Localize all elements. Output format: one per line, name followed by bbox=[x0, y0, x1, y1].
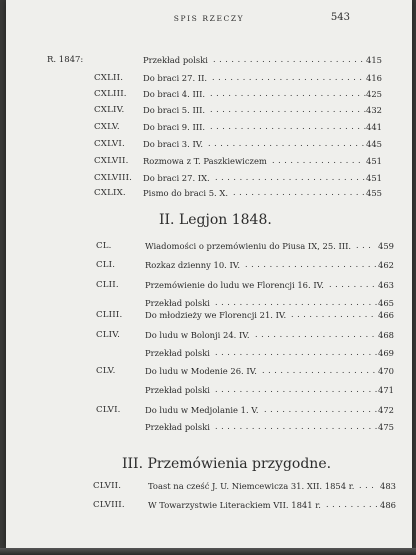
entry-page-number: 451 bbox=[366, 156, 382, 166]
toc-entry bbox=[6, 280, 412, 296]
entry-numeral: CLV. bbox=[96, 366, 116, 376]
dot-leader: ................... bbox=[264, 405, 381, 414]
dot-leader: ......................... bbox=[215, 173, 369, 182]
entry-numeral: CLVII. bbox=[93, 481, 122, 491]
entry-title: Do ludu w Medjolanie 1. V. bbox=[145, 405, 259, 415]
book-page bbox=[6, 0, 412, 548]
toc-entry bbox=[6, 366, 412, 382]
entry-title: Wiadomości o przemówieniu do Piusa IX, 25. III. bbox=[145, 241, 352, 251]
entry-page-number: 463 bbox=[378, 280, 394, 290]
toc-entry bbox=[6, 55, 412, 71]
entry-page-number: 465 bbox=[378, 298, 394, 308]
entry-numeral: CLVI. bbox=[96, 405, 121, 415]
dot-leader: ................... bbox=[262, 366, 379, 375]
entry-numeral: CXLVII. bbox=[94, 156, 129, 166]
section-heading-3: III. Przemówienia przygodne. bbox=[122, 456, 332, 472]
page-edge-shadow bbox=[0, 548, 416, 555]
toc-entry bbox=[6, 139, 412, 155]
toc-entry bbox=[6, 330, 412, 346]
entry-title: Rozkaz dzienny 10. IV. bbox=[145, 260, 241, 270]
dot-leader: .......................... bbox=[208, 139, 368, 148]
entry-numeral: CXLVIII. bbox=[94, 173, 133, 183]
entry-page-number: 486 bbox=[380, 500, 396, 510]
entry-page-number: 415 bbox=[366, 55, 382, 65]
entry-page-number: 445 bbox=[366, 139, 382, 149]
entry-page-number: 455 bbox=[366, 188, 382, 198]
entry-numeral: CXLVI. bbox=[94, 139, 125, 149]
entry-page-number: 462 bbox=[378, 260, 394, 270]
entry-title: Przemówienie do ludu we Florencji 16. IV. bbox=[145, 280, 324, 290]
entry-title: Do młodzieży we Florencji 21. IV. bbox=[145, 310, 287, 320]
dot-leader: ... bbox=[356, 241, 375, 250]
entry-title: Do braci 27. II. bbox=[143, 73, 208, 83]
dot-leader: ............... bbox=[272, 156, 365, 165]
entry-numeral: CXLIX. bbox=[94, 188, 126, 198]
entry-numeral: CXLII. bbox=[94, 73, 124, 83]
entry-title: Przekład polski bbox=[145, 422, 210, 432]
entry-page-number: 483 bbox=[380, 481, 396, 491]
dot-leader: ........................... bbox=[215, 385, 381, 394]
entry-page-number: 470 bbox=[378, 366, 394, 376]
entry-title: Do ludu w Bolonji 24. IV. bbox=[145, 330, 250, 340]
entry-year-prefix: R. 1847: bbox=[47, 55, 84, 65]
toc-entry bbox=[6, 348, 412, 364]
entry-numeral: CLII. bbox=[96, 280, 119, 290]
toc-entry bbox=[6, 105, 412, 121]
toc-entry bbox=[6, 500, 412, 516]
dot-leader: .................... bbox=[255, 330, 378, 339]
entry-title: Rozmowa z T. Paszkiewiczem bbox=[143, 156, 267, 166]
entry-title: Do ludu w Modenie 26. IV. bbox=[145, 366, 257, 376]
entry-page-number: 475 bbox=[378, 422, 394, 432]
entry-numeral: CLVIII. bbox=[93, 500, 125, 510]
entry-page-number: 459 bbox=[378, 241, 394, 251]
entry-page-number: 432 bbox=[366, 105, 382, 115]
entry-page-number: 469 bbox=[378, 348, 394, 358]
dot-leader: .............. bbox=[291, 310, 378, 319]
dot-leader: ........................... bbox=[215, 348, 381, 357]
toc-entry bbox=[6, 122, 412, 138]
entry-title: Do braci 3. IV. bbox=[143, 139, 204, 149]
dot-leader: ...................... bbox=[245, 260, 381, 269]
entry-title: Przekład polski bbox=[145, 298, 210, 308]
entry-numeral: CLI. bbox=[96, 260, 116, 270]
entry-title: Toast na cześć J. U. Niemcewicza 31. XII. 1854 r. bbox=[148, 481, 355, 491]
entry-numeral: CXLIII. bbox=[94, 89, 127, 99]
toc-entry bbox=[6, 310, 412, 326]
toc-entry bbox=[6, 405, 412, 421]
entry-page-number: 425 bbox=[366, 89, 382, 99]
dot-leader: ........................... bbox=[215, 422, 381, 431]
entry-title: Przekład polski bbox=[145, 348, 210, 358]
entry-numeral: CLIII. bbox=[96, 310, 123, 320]
dot-leader: ......................... bbox=[213, 55, 367, 64]
entry-page-number: 466 bbox=[378, 310, 394, 320]
section-heading-2: II. Legjon 1848. bbox=[159, 212, 272, 228]
entry-title: Do braci 27. IX. bbox=[143, 173, 210, 183]
toc-entry bbox=[6, 422, 412, 438]
toc-entry bbox=[6, 188, 412, 204]
entry-numeral: CXLIV. bbox=[94, 105, 125, 115]
entry-page-number: 441 bbox=[366, 122, 382, 132]
entry-numeral: CXLV. bbox=[94, 122, 120, 132]
toc-entry bbox=[6, 156, 412, 172]
entry-page-number: 451 bbox=[366, 173, 382, 183]
dot-leader: ... bbox=[359, 481, 378, 490]
entry-page-number: 416 bbox=[366, 73, 382, 83]
dot-leader: .......................... bbox=[210, 122, 370, 131]
toc-entry bbox=[6, 173, 412, 189]
entry-title: W Towarzystwie Literackiem VII. 1841 r. bbox=[148, 500, 321, 510]
toc-entry bbox=[6, 73, 412, 89]
page-number: 543 bbox=[330, 12, 350, 23]
toc-entry bbox=[6, 481, 412, 497]
dot-leader: ......... bbox=[326, 500, 382, 509]
entry-title: Przekład polski bbox=[145, 385, 210, 395]
entry-title: Do braci 4. III. bbox=[143, 89, 206, 99]
entry-numeral: CL. bbox=[96, 241, 112, 251]
dot-leader: .......................... bbox=[210, 89, 370, 98]
entry-page-number: 471 bbox=[378, 385, 394, 395]
entry-page-number: 468 bbox=[378, 330, 394, 340]
entry-title: Pismo do braci 5. X. bbox=[143, 188, 228, 198]
entry-page-number: 472 bbox=[378, 405, 394, 415]
toc-entry bbox=[6, 385, 412, 401]
dot-leader: ........ bbox=[329, 280, 379, 289]
dot-leader: ...................... bbox=[233, 188, 369, 197]
toc-entry bbox=[6, 260, 412, 276]
entry-title: Przekład polski bbox=[143, 55, 208, 65]
entry-title: Do braci 9. III. bbox=[143, 122, 206, 132]
dot-leader: .......................... bbox=[210, 105, 370, 114]
toc-entry bbox=[6, 89, 412, 105]
dot-leader: ........................... bbox=[215, 298, 381, 307]
running-head: SPIS RZECZY bbox=[173, 14, 245, 23]
entry-title: Do braci 5. III. bbox=[143, 105, 206, 115]
toc-entry bbox=[6, 241, 412, 257]
entry-numeral: CLIV. bbox=[96, 330, 121, 340]
dot-leader: ......................... bbox=[212, 73, 366, 82]
